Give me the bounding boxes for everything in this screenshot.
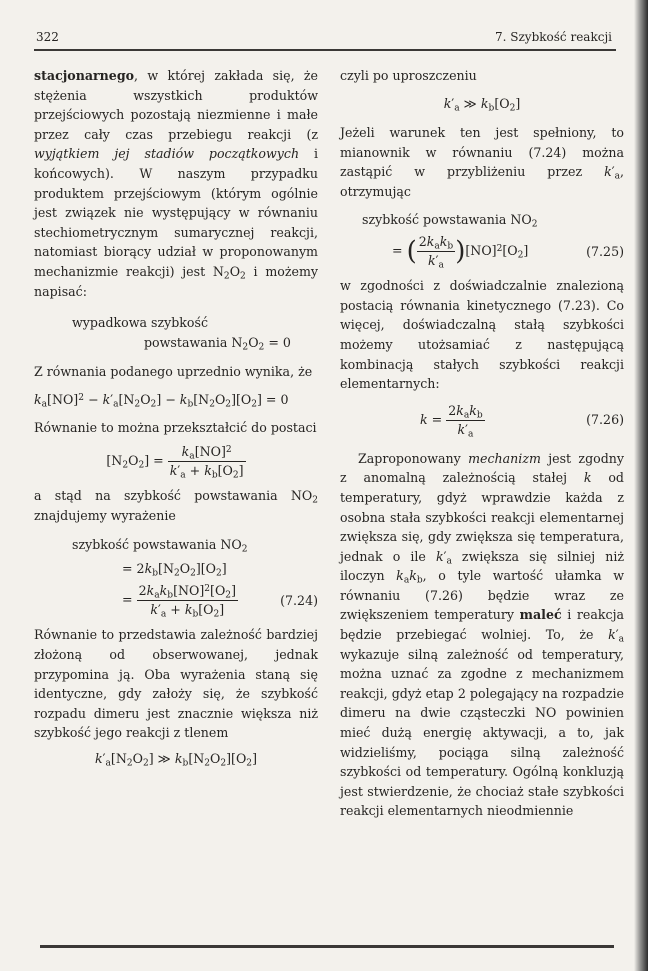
- left-paragraph-3: Równanie to można przekształcić do postaci: [34, 419, 317, 435]
- equation-7-25: = ( $\frac{2k_ak_b}{k'_a}$ )$[NO]^2[O_2]$ (7.25): [392, 234, 624, 271]
- right-paragraph-1: czyli po uproszczeniu: [340, 68, 477, 83]
- equation-rate-label: szybkość powstawania $NO_2$: [362, 211, 538, 229]
- equation-7-24: = $\frac{2k_ak_b[NO]^2[O_2]}{k'_a + k_b[O_2]}$ (7.24): [122, 583, 318, 620]
- left-paragraph-5: Równanie to przedstawia zależność bardziej złożoną od obserwowanej, jednak przypomina ją. Oba wyrażenia staną się identyczne, gdy założy się, że szybkość rozpadu dimeru jest znacznie większa niż szybkość jego reakcji z tlenem: [34, 627, 318, 741]
- left-paragraph-4: a stąd na szybkość powstawania $NO_2$ znajdujemy wyrażenie: [34, 488, 318, 523]
- right-paragraph-3: w zgodności z doświadczalnie znalezioną postacią równania kinetycznego (7.23). Co więcej, doświadczalną stałą szybkości możemy utożsamiać z następującą kombinacją stałych szybkości reakcji elementarnych:: [340, 278, 624, 392]
- equation-rate-no2-step1: = $2k_b[N_2O_2][O_2]$: [122, 560, 227, 579]
- page-number: 322: [36, 30, 59, 44]
- page-header: [36, 30, 612, 46]
- equation-inequality: $k'_a[N_2O_2]$ ≫ $k_b[N_2O_2][O_2]$: [95, 751, 257, 769]
- equation-7-26: k = $\frac{2k_ak_b}{k'_a}$ (7.26): [420, 402, 624, 439]
- header-rule: [34, 49, 616, 51]
- left-column: [34, 66, 318, 773]
- equation-net-rate: wypadkowa szybkość powstawania $N_2O_2 = 0$: [72, 315, 291, 352]
- right-column: [340, 66, 624, 821]
- equation-dimer-concentration: $[N_2O_2]$ = $\frac{k_a[NO]^2}{k'_a + k_b[O_2]}$: [106, 444, 244, 481]
- equation-number-7-25: (7.25): [586, 243, 624, 259]
- right-paragraph-4: Zaproponowany mechanizm jest zgodny z anomalną zależnością stałej k od temperatury, gdyż wprawdzie każda z osobna stała szybkości reakcji elementarnej zwiększa się, gdy zwiększa się temperatura, jednak o ile $k'_a$ zwiększa się silniej niż iloczyn $k_ak_b$, o tyle wartość ułamka w równaniu (7.26) będzie wraz ze zwiększeniem temperatury maleć i reakcja będzie przebiegać wolniej. To, że $k'_a$ wykazuje silną zależność od temperatury, można uznać za zgodne z mechanizmem reakcji, gdyż etap 2 polegający na rozpadzie dimeru na dwie cząsteczki NO powinien mieć dużą energię aktywacji, a to, jak widzieliśmy, pociąga silną zależność szybkości od temperatury. Ogólną konkluzją jest stwierdzenie, że chociaż stałe szybkości reakcji elementarnych nieodmiennie: [340, 450, 624, 819]
- equation-number-7-26: (7.26): [586, 412, 624, 428]
- page-edge-shadow: [634, 0, 648, 971]
- equation-number-7-24: (7.24): [280, 593, 318, 609]
- left-paragraph-2: Z równania podanego uprzednio wynika, że: [34, 364, 313, 380]
- right-paragraph-2: Jeżeli warunek ten jest spełniony, to mianownik w równaniu (7.24) można zastąpić w przybliżeniu przez $k'_a$, otrzymując: [340, 125, 624, 199]
- equation-simplified-inequality: $k'_a$ ≫ $k_b[O_2]$: [443, 95, 521, 113]
- equation-rate-no2-label: szybkość powstawania $NO_2$: [72, 537, 248, 555]
- footer-rule: [40, 945, 614, 948]
- equation-steady-state: $k_a[NO]^2 - k'_a[N_2O_2] - k_b[N_2O_2][O_2] = 0$: [34, 391, 289, 410]
- left-paragraph-1: stacjonarnego, w której zakłada się, że stężenia wszystkich produktów przejściowych pozostają niezmienne i małe przez cały czas przebiegu reakcji (z wyjątkiem jej stadiów początkowych i końcowych). W naszym przypadku produktem przejściowym (którym ogólnie jest związek nie występujący w równaniu stechiometrycznym sumarycznej reakcji, natomiast biorący udział w proponowanym mechanizmie reakcji) jest $N_2O_2$ i możemy napisać:: [34, 68, 319, 299]
- chapter-title: 7. Szybkość reakcji: [495, 30, 612, 44]
